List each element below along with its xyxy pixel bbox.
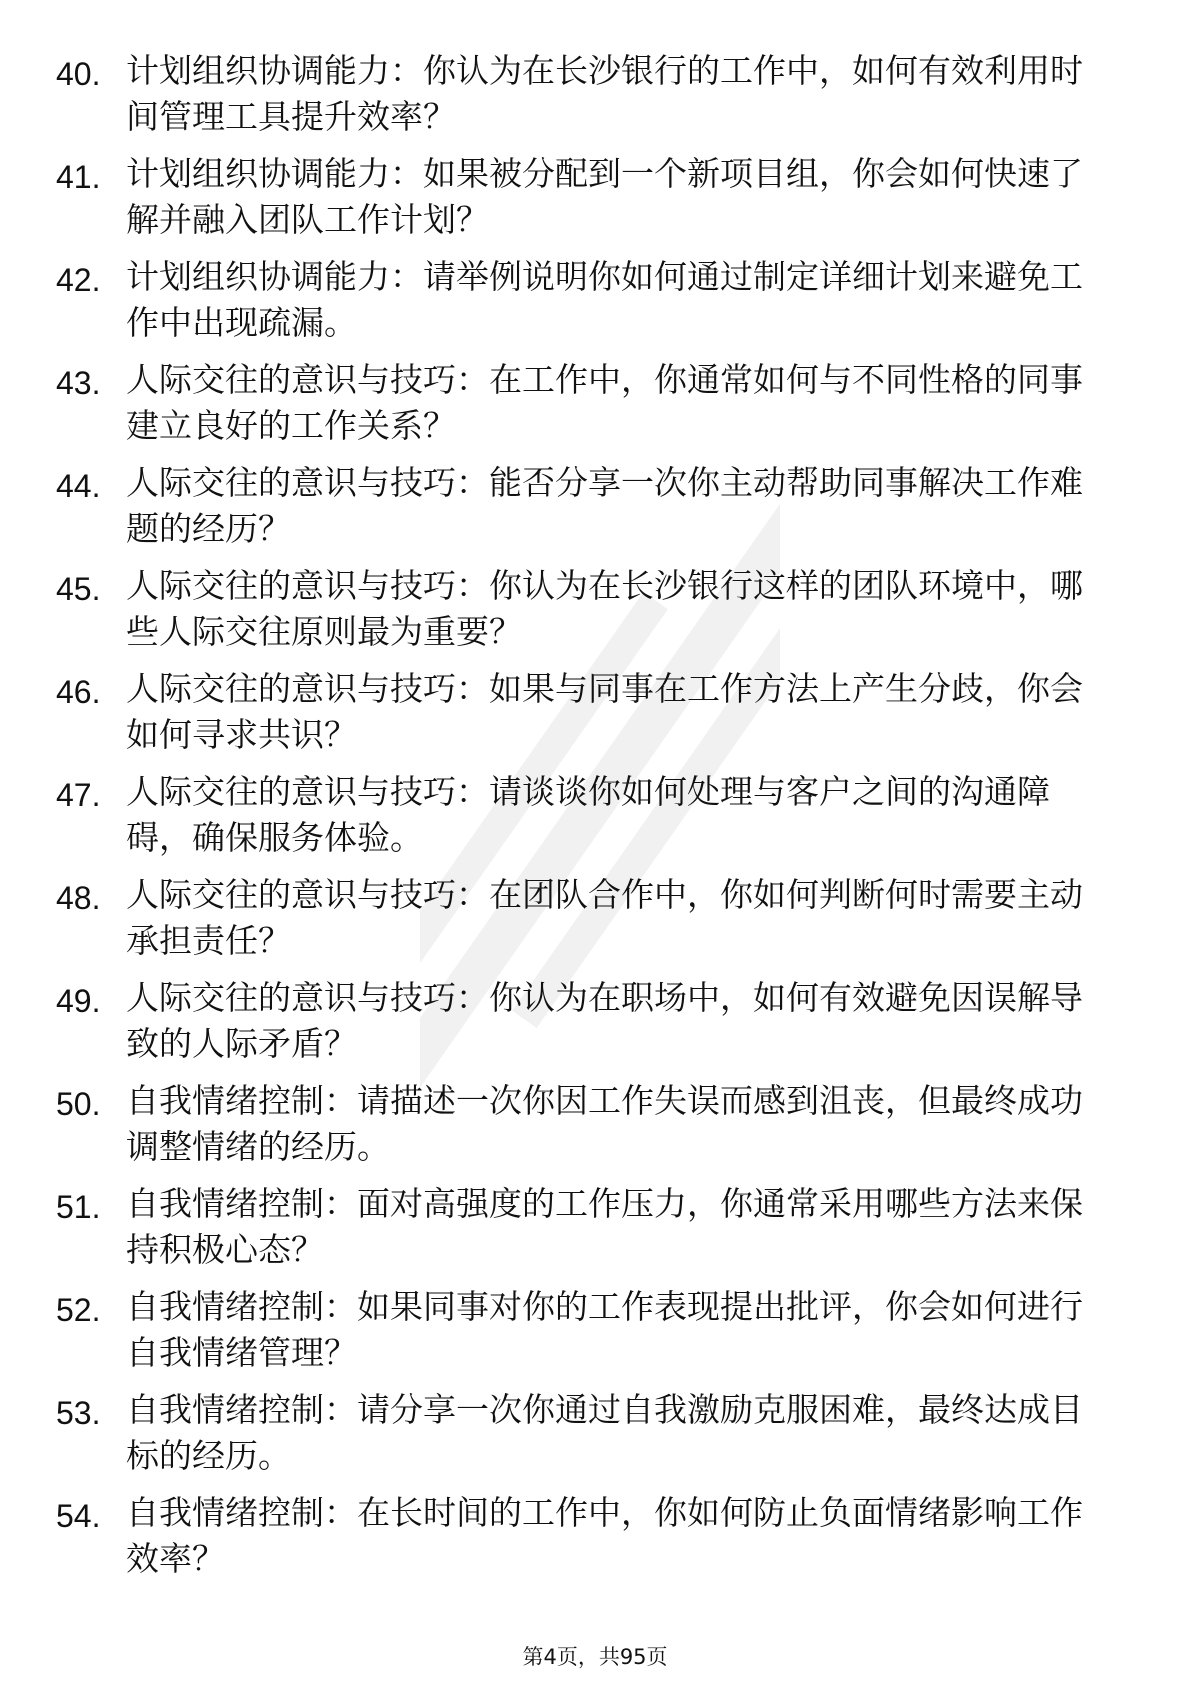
question-text: 自我情绪控制：在长时间的工作中，你如何防止负面情绪影响工作效率？ bbox=[126, 1493, 1083, 1578]
question-number: 46. bbox=[56, 674, 101, 710]
question-number: 53. bbox=[56, 1395, 101, 1431]
question-item bbox=[0, 872, 1190, 975]
question-number: 40. bbox=[56, 56, 101, 92]
question-text: 计划组织协调能力：如果被分配到一个新项目组，你会如何快速了解并融入团队工作计划？ bbox=[126, 154, 1083, 239]
page-footer: 第4页，共95页 bbox=[522, 1645, 668, 1669]
question-number: 51. bbox=[56, 1189, 101, 1225]
question-item bbox=[0, 254, 1190, 357]
question-item bbox=[0, 1490, 1190, 1593]
question-text: 人际交往的意识与技巧：能否分享一次你主动帮助同事解决工作难题的经历？ bbox=[126, 463, 1083, 548]
question-item bbox=[0, 975, 1190, 1078]
question-number: 43. bbox=[56, 365, 101, 401]
question-text: 人际交往的意识与技巧：你认为在职场中，如何有效避免因误解导致的人际矛盾？ bbox=[126, 978, 1083, 1063]
question-number: 48. bbox=[56, 880, 101, 916]
question-item bbox=[0, 151, 1190, 254]
question-item bbox=[0, 1181, 1190, 1284]
question-item bbox=[0, 357, 1190, 460]
question-number: 45. bbox=[56, 571, 101, 607]
question-text: 计划组织协调能力：请举例说明你如何通过制定详细计划来避免工作中出现疏漏。 bbox=[126, 257, 1083, 342]
question-item bbox=[0, 460, 1190, 563]
question-item bbox=[0, 1387, 1190, 1490]
question-item bbox=[0, 666, 1190, 769]
question-number: 44. bbox=[56, 468, 101, 504]
question-text: 人际交往的意识与技巧：在团队合作中，你如何判断何时需要主动承担责任？ bbox=[126, 875, 1083, 960]
question-item bbox=[0, 48, 1190, 151]
question-text: 人际交往的意识与技巧：你认为在长沙银行这样的团队环境中，哪些人际交往原则最为重要？ bbox=[126, 566, 1083, 651]
question-text: 自我情绪控制：如果同事对你的工作表现提出批评，你会如何进行自我情绪管理？ bbox=[126, 1287, 1083, 1372]
question-number: 49. bbox=[56, 983, 101, 1019]
question-item bbox=[0, 1078, 1190, 1181]
question-text: 计划组织协调能力：你认为在长沙银行的工作中，如何有效利用时间管理工具提升效率？ bbox=[126, 51, 1083, 136]
question-text: 自我情绪控制：请分享一次你通过自我激励克服困难，最终达成目标的经历。 bbox=[126, 1390, 1083, 1475]
question-item bbox=[0, 1284, 1190, 1387]
question-number: 52. bbox=[56, 1292, 101, 1328]
question-item bbox=[0, 769, 1190, 872]
question-number: 47. bbox=[56, 777, 101, 813]
question-text: 自我情绪控制：请描述一次你因工作失误而感到沮丧，但最终成功调整情绪的经历。 bbox=[126, 1081, 1083, 1166]
question-number: 41. bbox=[56, 159, 101, 195]
question-number: 42. bbox=[56, 262, 101, 298]
question-number: 54. bbox=[56, 1498, 101, 1534]
question-text: 自我情绪控制：面对高强度的工作压力，你通常采用哪些方法来保持积极心态？ bbox=[126, 1184, 1083, 1269]
question-list bbox=[0, 48, 1190, 1593]
question-text: 人际交往的意识与技巧：请谈谈你如何处理与客户之间的沟通障碍，确保服务体验。 bbox=[126, 772, 1050, 857]
question-text: 人际交往的意识与技巧：在工作中，你通常如何与不同性格的同事建立良好的工作关系？ bbox=[126, 360, 1083, 445]
question-item bbox=[0, 563, 1190, 666]
question-number: 50. bbox=[56, 1086, 101, 1122]
question-text: 人际交往的意识与技巧：如果与同事在工作方法上产生分歧，你会如何寻求共识？ bbox=[126, 669, 1083, 754]
